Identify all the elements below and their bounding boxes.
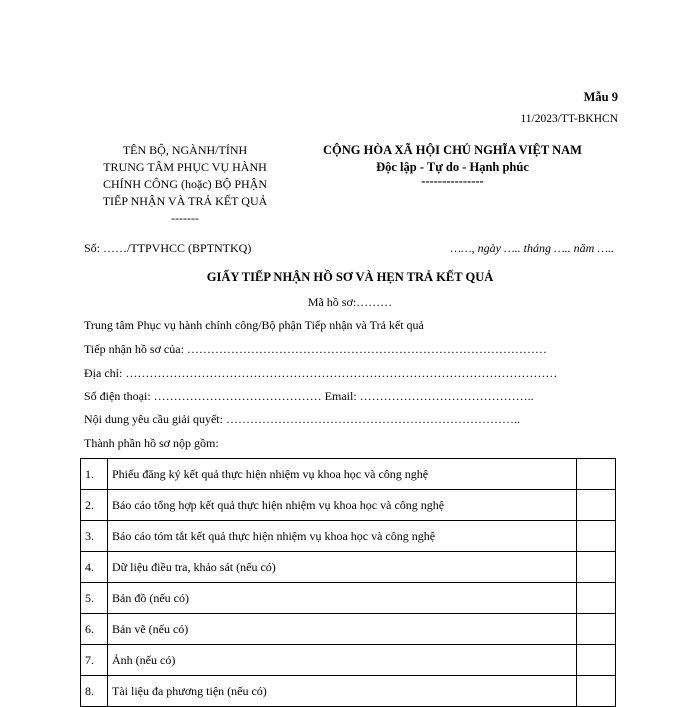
document-number: Số: ……/TTPVHCC (BPTNTKQ) [84,241,252,255]
row-text: Phiếu đăng ký kết quả thực hiện nhiệm vụ khoa học và công nghệ [108,459,577,490]
row-number: 6. [81,614,108,645]
table-row [81,645,616,676]
row-number: 2. [81,490,108,521]
circular-number: 11/2023/TT-BKHCN [520,113,618,125]
row-number: 7. [81,645,108,676]
agency-line-4: TIẾP NHẬN VÀ TRẢ KẾT QUẢ [102,194,268,208]
row-check-cell[interactable] [577,552,616,583]
row-text: Bản đồ (nếu có) [108,583,577,614]
form-number: Mẫu 9 [583,90,618,104]
row-text: Ảnh (nếu có) [108,645,577,676]
national-header [300,142,605,186]
request-content-line: Nội dung yêu cầu giải quyết: ……………………………………………………………….. [84,412,520,426]
agency-divider: ------- [171,211,199,225]
agency-header [70,142,300,227]
row-text: Bản vẽ (nếu có) [108,614,577,645]
country-name: CỘNG HÒA XÃ HỘI CHỦ NGHĨA VIỆT NAM [323,143,582,157]
row-check-cell[interactable] [577,583,616,614]
phone-email-line: Số điện thoại: …………………………………… Email: …………………………………….. [84,389,534,403]
row-text: Báo cáo tóm tắt kết quả thực hiện nhiệm vụ khoa học và công nghệ [108,521,577,552]
receiving-unit-line: Trung tâm Phục vụ hành chính công/Bộ phận Tiếp nhận và Trả kết quả [84,318,424,332]
applicant-name-line: Tiếp nhận hồ sơ của: ……………………………………………………………………………… [84,342,547,356]
table-row [81,521,616,552]
motto-divider: --------------- [421,174,484,188]
table-row [81,552,616,583]
row-number: 1. [81,459,108,490]
row-check-cell[interactable] [577,459,616,490]
table-row [81,459,616,490]
table-row [81,583,616,614]
row-number: 3. [81,521,108,552]
row-number: 5. [81,583,108,614]
row-number: 4. [81,552,108,583]
address-line: Địa chỉ: ……………………………………………………………………………………………… [84,366,558,380]
table-row [81,676,616,707]
record-code: Mã hồ sơ:……… [307,295,393,309]
document-title: GIẤY TIẾP NHẬN HỒ SƠ VÀ HẸN TRẢ KẾT QUẢ [206,270,494,284]
row-check-cell[interactable] [577,645,616,676]
components-table [80,458,616,707]
agency-line-3: CHÍNH CÔNG (hoặc) BỘ PHẬN [103,177,267,191]
agency-line-1: TÊN BỘ, NGÀNH/TỈNH [122,143,248,157]
agency-line-2: TRUNG TÂM PHỤC VỤ HÀNH [103,160,267,174]
row-check-cell[interactable] [577,521,616,552]
table-row [81,614,616,645]
row-check-cell[interactable] [577,490,616,521]
national-motto: Độc lập - Tự do - Hạnh phúc [376,160,529,174]
table-row [81,490,616,521]
row-text: Dữ liệu điều tra, khảo sát (nếu có) [108,552,577,583]
row-check-cell[interactable] [577,676,616,707]
components-heading: Thành phần hồ sơ nộp gồm: [84,436,219,450]
row-text: Báo cáo tổng hợp kết quả thực hiện nhiệm vụ khoa học và công nghệ [108,490,577,521]
date-line: ……, ngày ….. tháng ….. năm ….. [450,241,614,255]
row-text: Tài liệu đa phương tiện (nếu có) [108,676,577,707]
row-check-cell[interactable] [577,614,616,645]
row-number: 8. [81,676,108,707]
